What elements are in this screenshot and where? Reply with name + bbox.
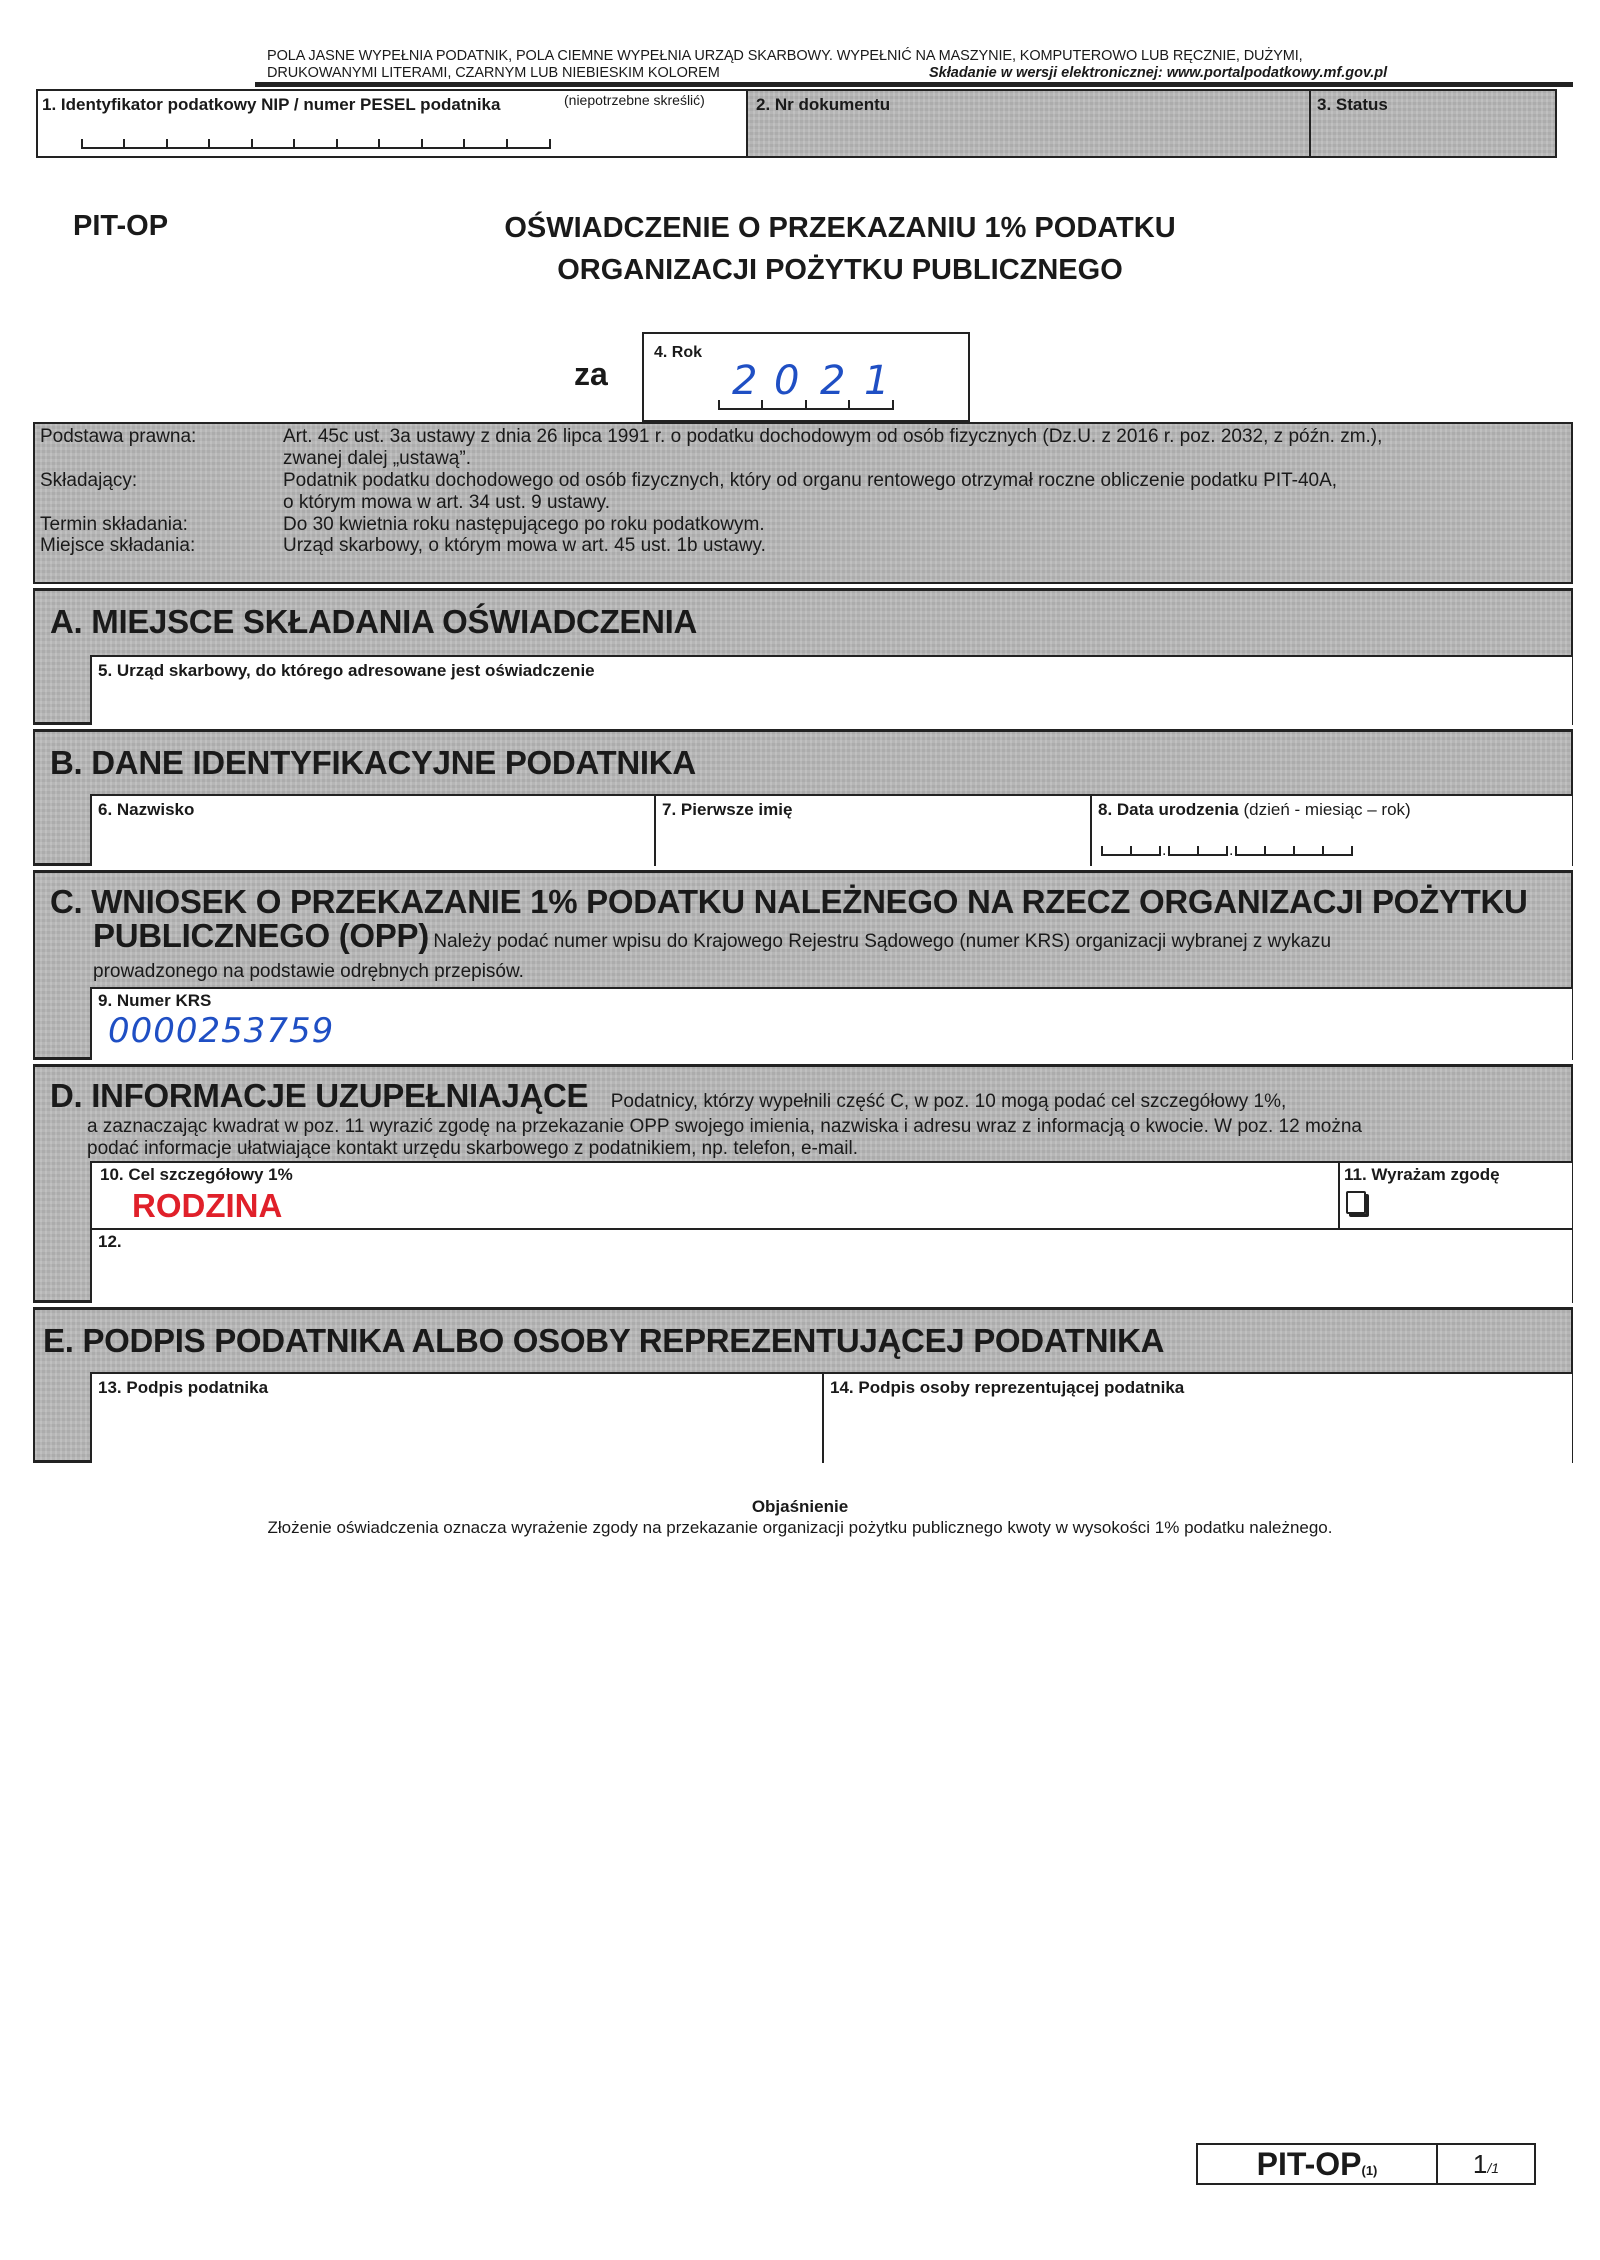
footer-page-number: 1 <box>1472 2149 1488 2179</box>
field-13-taxpayer-signature[interactable] <box>90 1372 824 1463</box>
section-d-title: D. INFORMACJE UZUPEŁNIAJĄCE <box>50 1077 589 1114</box>
field-12-contact-info[interactable] <box>90 1228 1572 1303</box>
field-10-value: RODZINA <box>132 1187 283 1224</box>
electronic-filing-note: Składanie w wersji elektronicznej: www.portalpodatkowy.mf.gov.pl <box>929 65 1388 81</box>
legal-key-skladajacy: Składający: <box>40 470 138 491</box>
field-2-document-number <box>746 89 1311 158</box>
consent-checkbox[interactable] <box>1346 1191 1366 1214</box>
birth-year-comb[interactable] <box>1235 846 1353 856</box>
field-8-label: 8. Data urodzenia <box>1098 800 1239 819</box>
field-4-label: 4. Rok <box>654 344 703 361</box>
legal-key-termin: Termin składania: <box>40 514 188 535</box>
section-c-title-line2-wrap <box>93 917 1331 955</box>
explanation-title: Objaśnienie <box>751 1497 849 1516</box>
legal-val-skladajacy-2: o którym mowa w art. 34 ust. 9 ustawy. <box>283 492 610 513</box>
field-5-label: 5. Urząd skarbowy, do którego adresowane jest oświadczenie <box>98 661 595 680</box>
year-digit-1: 2 <box>732 358 758 404</box>
footer-form-code-cell <box>1198 2145 1438 2183</box>
field-2-label: 2. Nr dokumentu <box>756 95 891 114</box>
footer-page-cell <box>1438 2145 1534 2183</box>
field-1-label: 1. Identyfikator podatkowy NIP / numer PESEL podatnika <box>42 95 501 114</box>
field-10-specific-purpose[interactable] <box>90 1161 1340 1230</box>
section-c-description-2: prowadzonego na podstawie odrębnych przepisów. <box>93 961 524 982</box>
section-c-title-line1: C. WNIOSEK O PRZEKAZANIE 1% PODATKU NALEŻNEGO NA RZECZ ORGANIZACJI POŻYTKU <box>50 883 1528 920</box>
footer-form-version: (1) <box>1361 2163 1378 2178</box>
field-1-nip-pesel[interactable] <box>36 89 748 158</box>
header-rule <box>255 82 1573 87</box>
field-14-label: 14. Podpis osoby reprezentującej podatnika <box>830 1378 1185 1397</box>
year-digit-3: 2 <box>820 358 846 404</box>
legal-key-miejsce: Miejsce składania: <box>40 535 196 556</box>
section-d <box>33 1064 1573 1303</box>
field-9-krs-number[interactable] <box>90 987 1572 1060</box>
section-c-description-1: Należy podać numer wpisu do Krajowego Rejestru Sądowego (numer KRS) organizacji wybranej z wykazu <box>433 931 1332 952</box>
date-separator-2: . <box>1229 842 1234 859</box>
legal-val-podstawa-1: Art. 45c ust. 3a ustawy z dnia 26 lipca 1991 r. o podatku dochodowym od osób fizycznych (Dz.U. z 2016 r. poz. 2032, z późn. zm.), <box>283 426 1383 447</box>
year-digit-4: 1 <box>864 358 890 404</box>
field-3-label: 3. Status <box>1317 95 1388 114</box>
section-c-title-line2: PUBLICZNEGO (OPP) <box>93 917 429 954</box>
legal-key-podstawa: Podstawa prawna: <box>40 426 197 447</box>
legal-info-block <box>33 422 1573 584</box>
field-1-note: (niepotrzebne skreślić) <box>564 92 705 108</box>
form-code: PIT-OP <box>73 210 169 242</box>
field-6-label: 6. Nazwisko <box>98 800 195 819</box>
section-a-title: A. MIEJSCE SKŁADANIA OŚWIADCZENIA <box>50 603 698 640</box>
footer-page-total: /1 <box>1487 2160 1500 2176</box>
section-d-heading <box>50 1077 1286 1115</box>
section-d-description-2: a zaznaczając kwadrat w poz. 11 wyrazić zgodę na przekazanie OPP swojego imienia, nazwiska i adresu wraz z informacją o kwocie. W poz. 12 można <box>87 1116 1362 1137</box>
field-14-representative-signature[interactable] <box>822 1372 1572 1463</box>
field-8-label-wrap <box>1098 800 1411 820</box>
legal-val-podstawa-2: zwanej dalej „ustawą”. <box>283 448 471 469</box>
legal-val-termin: Do 30 kwietnia roku następującego po roku podatkowym. <box>283 514 765 535</box>
field-11-consent[interactable] <box>1338 1161 1572 1230</box>
field-6-surname[interactable] <box>90 794 656 866</box>
section-b <box>33 729 1573 866</box>
field-4-year[interactable] <box>642 332 970 422</box>
footer-form-code: PIT-OP <box>1256 2146 1362 2182</box>
footer-form-id <box>1196 2143 1536 2185</box>
za-label: za <box>574 356 608 392</box>
legal-val-skladajacy-1: Podatnik podatku dochodowego od osób fizycznych, który od organu rentowego otrzymał roczne obliczenie podatku PIT-40A, <box>283 470 1338 491</box>
fill-instructions-line1: POLA JASNE WYPEŁNIA PODATNIK, POLA CIEMNE WYPEŁNIA URZĄD SKARBOWY. WYPEŁNIĆ NA MASZYNIE, KOMPUTEROWO LUB RĘCZNIE, DUŻYMI, <box>267 48 1303 64</box>
form-title-line2: ORGANIZACJI POŻYTKU PUBLICZNEGO <box>557 254 1123 286</box>
field-9-value: 0000253759 <box>108 1011 335 1051</box>
field-5-tax-office[interactable] <box>90 655 1572 725</box>
section-d-description-3: podać informacje ułatwiające kontakt urzędu skarbowego z podatnikiem, np. telefon, e-mail. <box>87 1138 858 1159</box>
form-title <box>390 207 1290 291</box>
field-9-label: 9. Numer KRS <box>98 991 212 1010</box>
explanation-text: Złożenie oświadczenia oznacza wyrażenie zgody na przekazanie organizacji pożytku publicznego kwoty w wysokości 1% podatku należnego. <box>267 1518 1333 1537</box>
field-8-birth-date[interactable] <box>1090 794 1572 866</box>
section-e-title: E. PODPIS PODATNIKA ALBO OSOBY REPREZENTUJĄCEJ PODATNIKA <box>43 1322 1165 1359</box>
nip-comb-input[interactable] <box>81 139 551 149</box>
field-11-label: 11. Wyrażam zgodę <box>1344 1165 1500 1184</box>
form-title-line1: OŚWIADCZENIE O PRZEKAZANIU 1% PODATKU <box>504 212 1176 244</box>
field-3-status <box>1309 89 1557 158</box>
date-separator-1: . <box>1162 842 1167 859</box>
field-8-hint: (dzień - miesiąc – rok) <box>1243 800 1411 819</box>
section-d-description-1: Podatnicy, którzy wypełnili część C, w poz. 10 mogą podać cel szczegółowy 1%, <box>610 1091 1287 1112</box>
section-b-title: B. DANE IDENTYFIKACYJNE PODATNIKA <box>50 744 696 781</box>
field-10-label: 10. Cel szczegółowy 1% <box>100 1165 293 1184</box>
birth-month-comb[interactable] <box>1168 846 1228 856</box>
fill-instructions-line2: DRUKOWANYMI LITERAMI, CZARNYM LUB NIEBIESKIM KOLOREM <box>267 65 720 81</box>
field-7-first-name[interactable] <box>654 794 1092 866</box>
field-12-label: 12. <box>98 1232 122 1251</box>
year-digit-2: 0 <box>774 358 800 404</box>
field-7-label: 7. Pierwsze imię <box>662 800 793 819</box>
birth-day-comb[interactable] <box>1101 846 1161 856</box>
section-c <box>33 870 1573 1060</box>
legal-val-miejsce: Urząd skarbowy, o którym mowa w art. 45 ust. 1b ustawy. <box>283 535 766 556</box>
section-e <box>33 1307 1573 1463</box>
field-13-label: 13. Podpis podatnika <box>98 1378 269 1397</box>
section-a <box>33 588 1573 725</box>
